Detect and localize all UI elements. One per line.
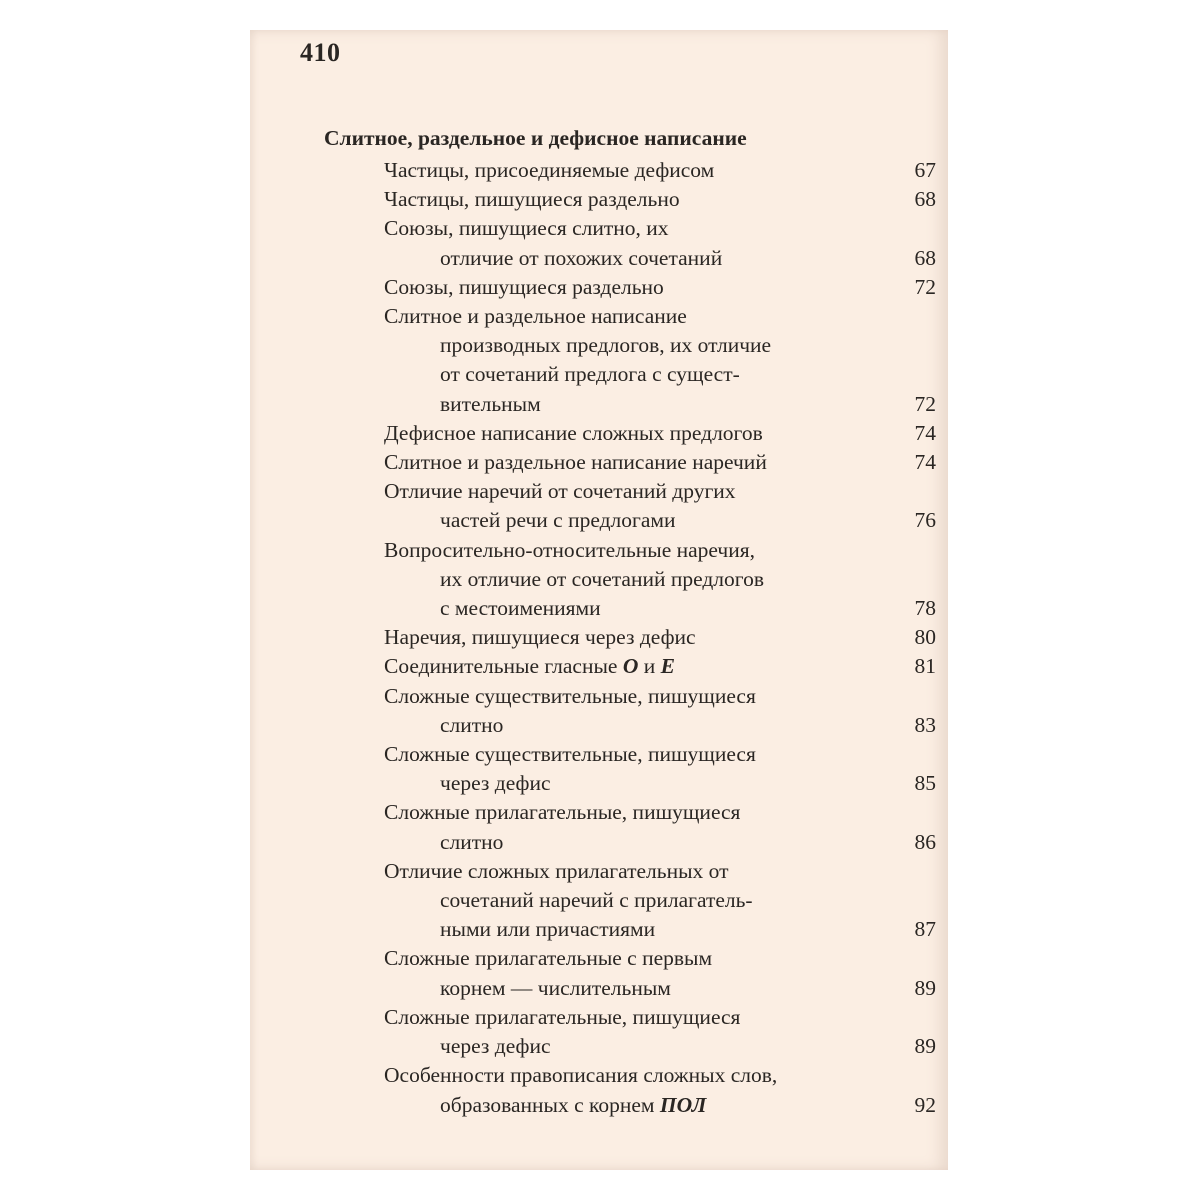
toc-page-ref: 80 bbox=[914, 625, 936, 650]
toc-entry-line: Частицы, пишущиеся раздельно bbox=[384, 187, 680, 212]
toc-entry-line bbox=[384, 1091, 944, 1120]
toc-entry-line: отличие от похожих сочетаний bbox=[440, 245, 723, 270]
toc-entry-joiner: и bbox=[638, 654, 661, 679]
toc-entry-line: от сочетаний предлога с сущест- bbox=[440, 362, 740, 387]
toc-page-ref: 85 bbox=[914, 771, 936, 796]
toc-entry bbox=[384, 944, 944, 1002]
toc-entry bbox=[384, 536, 944, 624]
section-title: Слитное, раздельное и дефисное написание bbox=[324, 126, 747, 150]
toc-entry bbox=[384, 302, 944, 419]
toc-entry-line: корнем — числительным bbox=[440, 975, 671, 1000]
toc-entry-text: образованных с корнем bbox=[440, 1092, 660, 1117]
toc-entry bbox=[384, 652, 944, 681]
toc-entry-line: Наречия, пишущиеся через дефис bbox=[384, 625, 696, 650]
toc-entry bbox=[384, 1061, 944, 1119]
toc-entry-line: Союзы, пишущиеся слитно, их bbox=[384, 216, 669, 241]
toc-page-ref: 92 bbox=[914, 1092, 936, 1117]
toc-entry bbox=[384, 273, 944, 302]
toc-entry-line: с местоимениями bbox=[440, 596, 601, 621]
toc-page-ref: 68 bbox=[914, 187, 936, 212]
toc-page-ref: 74 bbox=[914, 420, 936, 445]
toc-entry-line: частей речи с предлогами bbox=[440, 508, 676, 533]
toc-entry-line: через дефис bbox=[440, 1034, 551, 1059]
emph-letter-e: Е bbox=[660, 654, 675, 679]
toc-entry bbox=[384, 857, 944, 945]
toc-entry-line: вительным bbox=[440, 391, 541, 416]
toc-entry-line: Сложные прилагательные, пишущиеся bbox=[384, 800, 741, 825]
toc-page-ref: 74 bbox=[914, 450, 936, 475]
toc-entry-line: Вопросительно-относительные наречия, bbox=[384, 537, 756, 562]
emph-letter-o: О bbox=[622, 654, 639, 679]
toc-entry-line bbox=[384, 652, 944, 681]
toc-entry-line: Союзы, пишущиеся раздельно bbox=[384, 274, 664, 299]
toc-page-ref: 89 bbox=[914, 975, 936, 1000]
toc-page-ref: 81 bbox=[914, 654, 936, 679]
toc-page-ref: 89 bbox=[914, 1034, 936, 1059]
toc-entry-line: Сложные существительные, пишущиеся bbox=[384, 742, 756, 767]
toc-entry bbox=[384, 448, 944, 477]
page-number: 410 bbox=[300, 38, 341, 67]
toc-page-ref: 87 bbox=[914, 917, 936, 942]
toc-entry bbox=[384, 185, 944, 214]
toc-entry-line: слитно bbox=[440, 829, 504, 854]
toc-page-ref: 83 bbox=[914, 712, 936, 737]
toc-entry bbox=[384, 214, 944, 272]
toc-entry-line: Отличие наречий от сочетаний других bbox=[384, 479, 736, 504]
toc-entry bbox=[384, 682, 944, 740]
toc-entry bbox=[384, 419, 944, 448]
book-page bbox=[250, 30, 948, 1170]
toc-entry-line: Сложные прилагательные с первым bbox=[384, 946, 713, 971]
toc-entry-line: через дефис bbox=[440, 771, 551, 796]
toc-entry bbox=[384, 798, 944, 856]
toc-entry-line: ными или причастиями bbox=[440, 917, 656, 942]
toc-page-ref: 86 bbox=[914, 829, 936, 854]
toc-page-ref: 72 bbox=[914, 274, 936, 299]
toc-entry-line: Слитное и раздельное написание наречий bbox=[384, 450, 767, 475]
toc-page-ref: 72 bbox=[914, 391, 936, 416]
toc-entry-line: слитно bbox=[440, 712, 504, 737]
toc-page-ref: 68 bbox=[914, 245, 936, 270]
toc-page-ref: 67 bbox=[914, 158, 936, 182]
toc-entry bbox=[384, 477, 944, 535]
toc-list bbox=[384, 156, 944, 1120]
toc-entry-line: сочетаний наречий с прилагатель- bbox=[440, 888, 753, 913]
emph-root-pol: ПОЛ bbox=[659, 1092, 707, 1117]
toc-entry-line: производных предлогов, их отличие bbox=[440, 333, 772, 358]
toc-page-ref: 76 bbox=[914, 508, 936, 533]
toc-entry-line: Слитное и раздельное написание bbox=[384, 304, 687, 329]
toc-entry bbox=[384, 1003, 944, 1061]
toc-entry bbox=[384, 740, 944, 798]
toc-page-ref: 78 bbox=[914, 596, 936, 621]
toc-entry-line: Дефисное написание сложных предлогов bbox=[384, 420, 763, 445]
toc-entry bbox=[384, 156, 944, 185]
toc-entry-line: Сложные прилагательные, пишущиеся bbox=[384, 1004, 741, 1029]
toc-entry-line: их отличие от сочетаний предлогов bbox=[440, 566, 764, 591]
toc-entry bbox=[384, 623, 944, 652]
toc-entry-line: Частицы, присоединяемые дефисом bbox=[384, 158, 715, 182]
toc-entry-line: Особенности правописания сложных слов, bbox=[384, 1063, 778, 1088]
toc-entry-line: Отличие сложных прилагательных от bbox=[384, 858, 729, 883]
toc-entry-text: Соединительные гласные bbox=[384, 654, 623, 679]
toc-entry-line: Сложные существительные, пишущиеся bbox=[384, 683, 756, 708]
